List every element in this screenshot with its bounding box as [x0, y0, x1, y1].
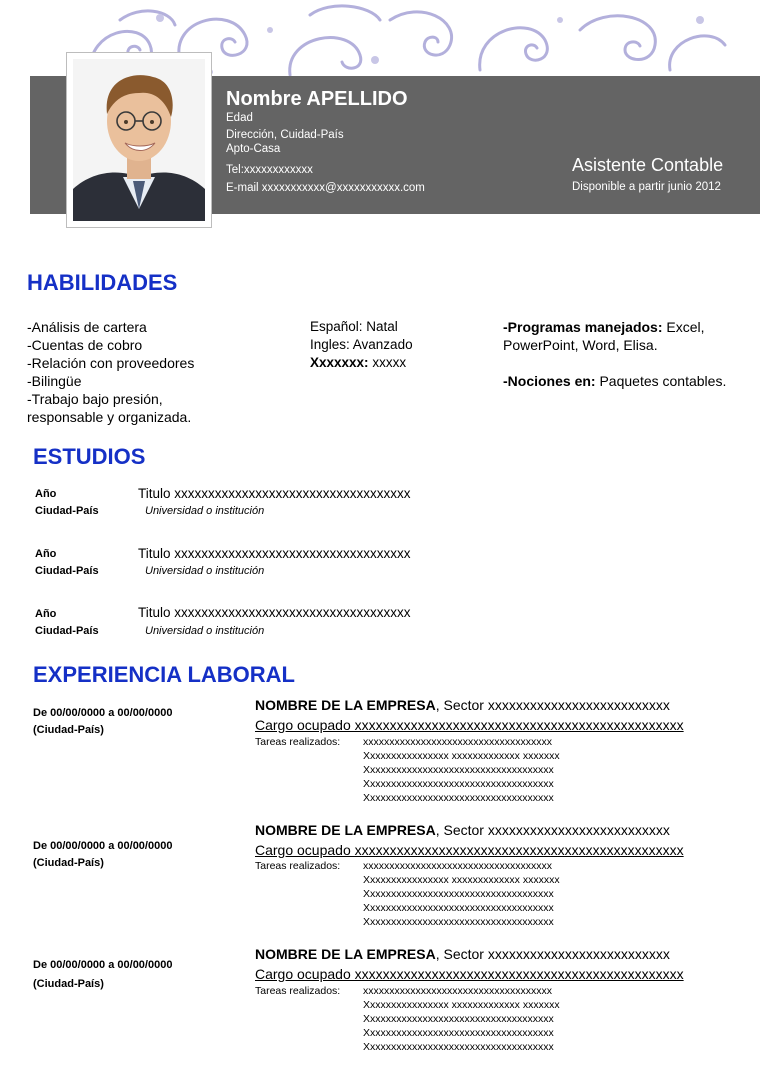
company-name: NOMBRE DE LA EMPRESA: [255, 946, 436, 962]
education-city: Ciudad-País: [35, 505, 99, 517]
skill-item: -Cuentas de cobro: [27, 337, 143, 353]
skills-title: HABILIDADES: [27, 270, 178, 295]
skill-item: -Análisis de cartera: [27, 319, 147, 335]
profile-photo-frame: [66, 52, 212, 228]
tasks-list: Tareas realizados: xxxxxxxxxxxxxxxxxxxxxxxxxxxxxxxxxxxx Xxxxxxxxxxxxxxxx xxxxxxxxxxxxx xxxxxxx Xxxxxxxxxxxxxxxxxxxxxxxxxxxxxxxxxxxx Xxxxxxxxxxxxxxxxxxxxxxxxxxxxxxxxxxxx Xxxxxxxxxxxxxxxxxxxxxxxxxxxxxxxxxxxx: [255, 985, 560, 1053]
experience-dates: De 00/00/0000 a 00/00/0000 (Ciudad-País): [33, 707, 173, 736]
education-institution: Universidad o institución: [145, 505, 265, 517]
education-city: Ciudad-País: [35, 625, 99, 637]
company-line: [255, 946, 670, 962]
education-degree: Titulo xxxxxxxxxxxxxxxxxxxxxxxxxxxxxxxxxxx: [138, 605, 411, 620]
notions: [503, 372, 726, 390]
education-year: Año: [35, 548, 57, 560]
age: Edad: [226, 112, 253, 124]
education-city: Ciudad-País: [35, 565, 99, 577]
company-line: [255, 697, 670, 713]
job-position: Cargo ocupado xxxxxxxxxxxxxxxxxxxxxxxxxxxxxxxxxxxxxxxxxxxxxxx: [255, 842, 684, 858]
programs-value: Excel,: [662, 319, 705, 335]
skill-item: -Relación con proveedores: [27, 355, 195, 371]
education-title: ESTUDIOS: [33, 444, 146, 469]
skill-item: -Bilingüe: [27, 373, 82, 389]
email: E-mail xxxxxxxxxxx@xxxxxxxxxxx.com: [226, 182, 425, 194]
company-sector: , Sector xxxxxxxxxxxxxxxxxxxxxxxxxx: [435, 946, 670, 962]
experience-dates: De 00/00/0000 a 00/00/0000 (Ciudad-País): [33, 959, 173, 990]
education-year: Año: [35, 608, 57, 620]
experience-title: EXPERIENCIA LABORAL: [33, 662, 295, 687]
education-year: Año: [35, 488, 57, 500]
tasks-list: Tareas realizados: xxxxxxxxxxxxxxxxxxxxxxxxxxxxxxxxxxxx Xxxxxxxxxxxxxxxx xxxxxxxxxxxxx xxxxxxx Xxxxxxxxxxxxxxxxxxxxxxxxxxxxxxxxxxxx Xxxxxxxxxxxxxxxxxxxxxxxxxxxxxxxxxxxx Xxxxxxxxxxxxxxxxxxxxxxxxxxxxxxxxxxxx: [255, 736, 560, 804]
phone: Tel:xxxxxxxxxxxx: [226, 164, 313, 176]
job-position: Cargo ocupado xxxxxxxxxxxxxxxxxxxxxxxxxxxxxxxxxxxxxxxxxxxxxxx: [255, 717, 684, 733]
notions-value: Paquetes contables.: [595, 373, 727, 389]
profile-photo: [73, 59, 205, 221]
skill-item: -Trabajo bajo presión,: [27, 391, 163, 407]
company-name: NOMBRE DE LA EMPRESA: [255, 822, 436, 838]
apartment: Apto-Casa: [226, 143, 281, 155]
company-line: [255, 822, 670, 838]
candidate-name: Nombre APELLIDO: [226, 88, 408, 110]
education-degree: Titulo xxxxxxxxxxxxxxxxxxxxxxxxxxxxxxxxxxx: [138, 546, 411, 561]
education-institution: Universidad o institución: [145, 565, 265, 577]
skills-list: [27, 318, 194, 426]
job-position: Cargo ocupado xxxxxxxxxxxxxxxxxxxxxxxxxxxxxxxxxxxxxxxxxxxxxxx: [255, 966, 684, 982]
language-item: Xxxxxxx: xxxxx: [310, 355, 407, 370]
company-sector: , Sector xxxxxxxxxxxxxxxxxxxxxxxxxx: [435, 822, 670, 838]
job-title: Asistente Contable: [572, 155, 724, 175]
programs-value-2: PowerPoint, Word, Elisa.: [503, 337, 658, 353]
availability: Disponible a partir junio 2012: [572, 181, 721, 193]
education-degree: Titulo xxxxxxxxxxxxxxxxxxxxxxxxxxxxxxxxxxx: [138, 486, 411, 501]
experience-dates: De 00/00/0000 a 00/00/0000 (Ciudad-País): [33, 840, 173, 869]
language-item: Español: Natal: [310, 319, 398, 334]
skill-item: responsable y organizada.: [27, 409, 192, 425]
language-item: Ingles: Avanzado: [310, 337, 413, 352]
company-sector: , Sector xxxxxxxxxxxxxxxxxxxxxxxxxx: [435, 697, 670, 713]
education-institution: Universidad o institución: [145, 625, 265, 637]
address: Dirección, Cuidad-País: [226, 129, 344, 141]
notions-label: -Nociones en:: [503, 373, 596, 389]
languages-list: [310, 318, 413, 372]
programs: [503, 318, 705, 354]
tasks-list: Tareas realizados: xxxxxxxxxxxxxxxxxxxxxxxxxxxxxxxxxxxx Xxxxxxxxxxxxxxxx xxxxxxxxxxxxx xxxxxxx Xxxxxxxxxxxxxxxxxxxxxxxxxxxxxxxxxxxx Xxxxxxxxxxxxxxxxxxxxxxxxxxxxxxxxxxxx Xxxxxxxxxxxxxxxxxxxxxxxxxxxxxxxxxxxx: [255, 860, 560, 928]
company-name: NOMBRE DE LA EMPRESA: [255, 697, 436, 713]
programs-label: -Programas manejados:: [503, 319, 663, 335]
